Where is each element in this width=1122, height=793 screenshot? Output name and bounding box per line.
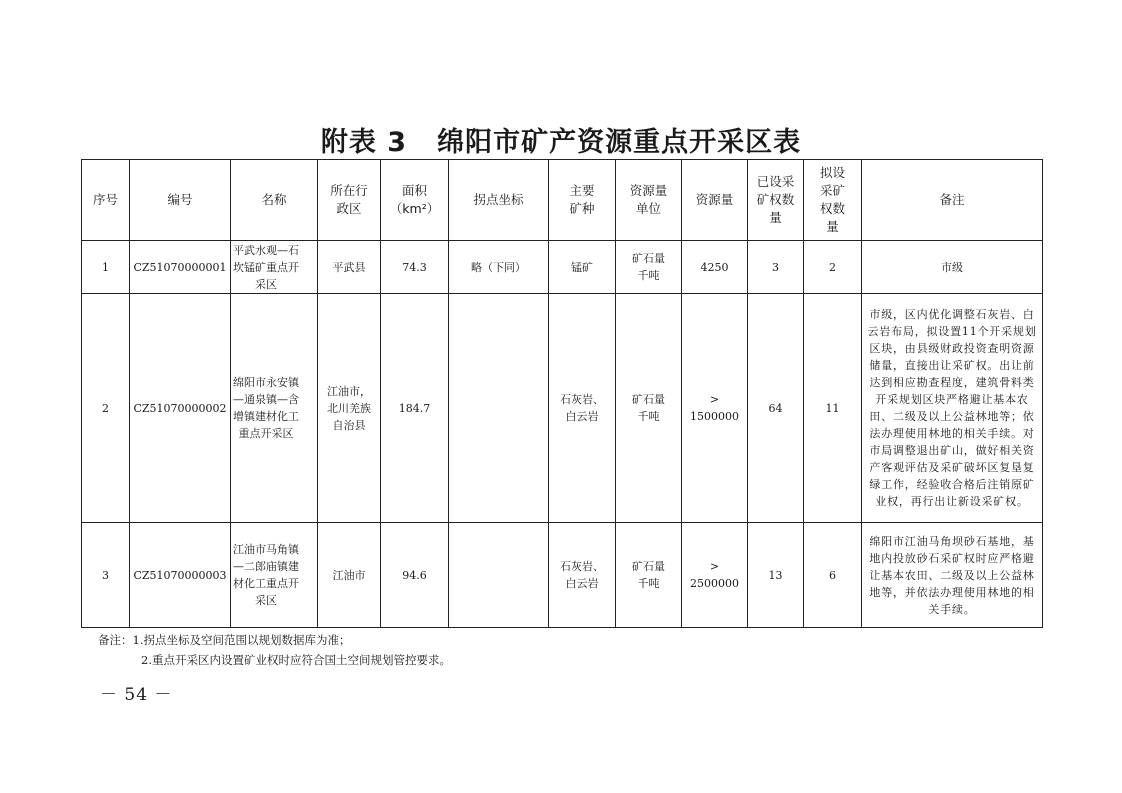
table-row: [82, 294, 1043, 523]
cell-name: 平武水观—石坎锰矿重点开采区: [231, 241, 318, 294]
table-header-row: [82, 160, 1043, 241]
header-name: 名称: [231, 160, 318, 241]
header-code: 编号: [130, 160, 231, 241]
cell-resource: > 1500000: [682, 294, 748, 523]
cell-remark: 市级: [862, 241, 1043, 294]
cell-planned: 6: [804, 523, 862, 628]
cell-unit: 矿石量千吨: [616, 241, 682, 294]
footnote-2: 2.重点开采区内设置矿业权时应符合国土空间规划管控要求。: [141, 653, 451, 667]
cell-coords: 略（下同）: [449, 241, 549, 294]
table-row: [82, 523, 1043, 628]
cell-name: 江油市马角镇—二郎庙镇建材化工重点开采区: [231, 523, 318, 628]
cell-coords: [449, 523, 549, 628]
cell-district: 江油市，北川羌族自治县: [318, 294, 381, 523]
cell-existing: 13: [748, 523, 804, 628]
header-district: 所在行政区: [318, 160, 381, 241]
cell-remark: 绵阳市江油马角坝砂石基地，基地内投放砂石采矿权时应严格避让基本农田、二级及以上公益林地等，并依法办理使用林地的相关手续。: [862, 523, 1043, 628]
cell-existing: 3: [748, 241, 804, 294]
cell-area: 184.7: [381, 294, 449, 523]
cell-code: CZ51070000001: [130, 241, 231, 294]
cell-planned: 11: [804, 294, 862, 523]
cell-mineral: 石灰岩、白云岩: [549, 294, 616, 523]
header-remark: 备注: [862, 160, 1043, 241]
table-row: [82, 241, 1043, 294]
cell-area: 74.3: [381, 241, 449, 294]
header-existing: 已设采矿权数量: [748, 160, 804, 241]
cell-coords: [449, 294, 549, 523]
cell-district: 江油市: [318, 523, 381, 628]
cell-remark: 市级，区内优化调整石灰岩、白云岩布局，拟设置11个开采规划区块，由县级财政投资查明资源储量，直接出让采矿权。出让前达到相应勘查程度，建筑骨料类开采规划区块严格避让基本农田、二级及以上公益林地等；依法办理使用林地的相关手续。对市局调整退出矿山，做好相关资产客观评估及采矿破坏区复垦复绿工作，经验收合格后注销原矿业权，再行出让新设采矿权。: [862, 294, 1043, 523]
cell-mineral: 锰矿: [549, 241, 616, 294]
cell-unit: 矿石量千吨: [616, 294, 682, 523]
cell-resource: > 2500000: [682, 523, 748, 628]
cell-code: CZ51070000003: [130, 523, 231, 628]
header-coords: 拐点坐标: [449, 160, 549, 241]
header-resource: 资源量: [682, 160, 748, 241]
mining-area-table: [81, 159, 1043, 628]
cell-code: CZ51070000002: [130, 294, 231, 523]
table-number: 附表 3: [320, 127, 408, 158]
cell-area: 94.6: [381, 523, 449, 628]
table-title: 绵阳市矿产资源重点开采区表: [437, 127, 802, 158]
cell-name: 绵阳市永安镇—通泉镇—含增镇建材化工重点开采区: [231, 294, 318, 523]
page-title: [0, 120, 1122, 159]
cell-unit: 矿石量千吨: [616, 523, 682, 628]
footnote-1: 备注：1.拐点坐标及空间范围以规划数据库为准；: [98, 633, 351, 647]
cell-existing: 64: [748, 294, 804, 523]
cell-mineral: 石灰岩、白云岩: [549, 523, 616, 628]
cell-planned: 2: [804, 241, 862, 294]
cell-seq: 2: [82, 294, 130, 523]
cell-resource: 4250: [682, 241, 748, 294]
header-mineral: 主要矿种: [549, 160, 616, 241]
cell-seq: 3: [82, 523, 130, 628]
header-area: 面积 （km²）: [381, 160, 449, 241]
cell-seq: 1: [82, 241, 130, 294]
cell-district: 平武县: [318, 241, 381, 294]
header-planned: 拟设采矿权数量: [804, 160, 862, 241]
header-seq: 序号: [82, 160, 130, 241]
page-number: － 54 －: [100, 685, 173, 705]
header-unit: 资源量单位: [616, 160, 682, 241]
